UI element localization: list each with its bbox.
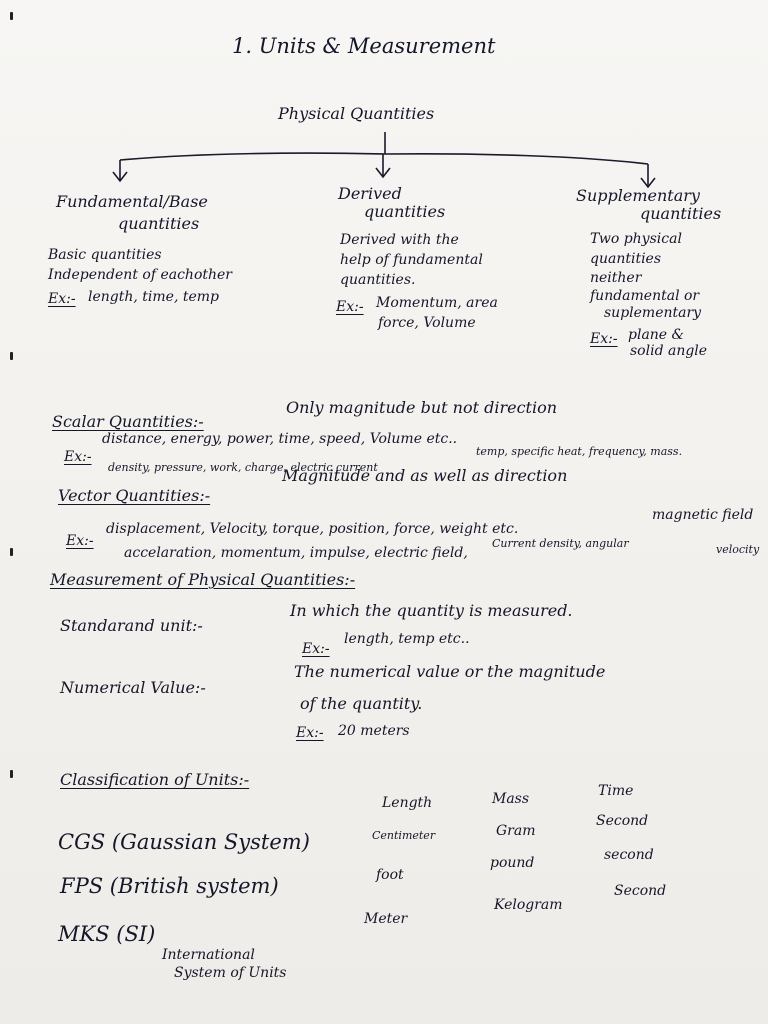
branch-supplementary-ex: plane & [628, 327, 684, 343]
binder-hole [10, 548, 13, 556]
cgs-mass: Gram [496, 823, 536, 839]
mks-mass: Kelogram [494, 897, 563, 913]
branch-supplementary-title: Supplementary [576, 186, 700, 205]
vector-definition: Magnitude and as well as direction [282, 466, 568, 485]
scalar-examples-1b: temp, specific heat, frequency, mass. [476, 445, 683, 458]
cgs-length: Centimeter [372, 829, 436, 842]
branch-supplementary-desc-3: neither [590, 270, 642, 286]
scalar-label: Scalar Quantities:- [52, 412, 204, 431]
branch-derived-title: Derived [338, 184, 402, 203]
si-note-1: International [162, 947, 255, 963]
numerical-value-label: Numerical Value:- [60, 678, 206, 697]
fps-time: second [604, 847, 654, 863]
system-mks: MKS (SI) [58, 922, 156, 946]
cgs-time: Second [596, 813, 649, 829]
standard-unit-definition: In which the quantity is measured. [290, 601, 573, 620]
numerical-value-ex: 20 meters [338, 723, 410, 739]
column-header-mass: Mass [492, 791, 530, 807]
mks-time: Second [614, 883, 667, 899]
column-header-time: Time [598, 783, 634, 799]
branch-supplementary-desc-5: suplementary [604, 305, 702, 321]
branch-supplementary-desc-4: fundamental or [590, 288, 700, 304]
branch-derived-ex: Momentum, area [376, 295, 498, 311]
vector-examples-1: displacement, Velocity, torque, position, force, weight etc. [106, 521, 519, 537]
branch-fundamental-title: Fundamental/Base [56, 192, 208, 211]
branch-supplementary-ex-2: solid angle [630, 343, 708, 359]
measurement-heading: Measurement of Physical Quantities:- [50, 570, 356, 589]
standard-unit-label: Standarand unit:- [60, 616, 203, 635]
numerical-value-definition-1: The numerical value or the magnitude [294, 662, 606, 681]
numerical-value-definition-2: of the quantity. [300, 694, 423, 713]
branch-fundamental-ex: length, time, temp [88, 289, 219, 305]
branch-derived-desc-2: help of fundamental [340, 252, 483, 268]
mks-length: Meter [364, 911, 408, 927]
vector-examples-2: accelaration, momentum, impulse, electric field, [124, 545, 468, 561]
binder-hole [10, 770, 13, 778]
standard-unit-ex-label: Ex:- [302, 641, 330, 657]
si-note-2: System of Units [174, 965, 287, 981]
branch-derived-ex-label: Ex:- [336, 299, 364, 315]
branch-derived-ex-2: force, Volume [378, 315, 476, 331]
standard-unit-ex: length, temp etc.. [344, 631, 470, 647]
scalar-examples-2: density, pressure, work, charge, electric current [108, 461, 378, 474]
system-cgs: CGS (Gaussian System) [58, 830, 310, 854]
binder-hole [10, 352, 13, 360]
vector-examples-2b: Current density, angular [492, 537, 629, 550]
vector-ex-label: Ex:- [66, 533, 94, 549]
fps-mass: pound [490, 855, 535, 871]
branch-fundamental-title-2: quantities [118, 214, 200, 233]
branch-fundamental-desc-1: Basic quantities [48, 247, 162, 263]
branch-supplementary-desc-1: Two physical [590, 231, 682, 247]
tree-branch-line [120, 153, 648, 164]
scalar-definition: Only magnitude but not direction [286, 398, 558, 417]
branch-derived-desc-1: Derived with the [340, 232, 459, 248]
vector-examples-2c: velocity [716, 543, 760, 556]
branch-derived-title-2: quantities [364, 202, 446, 221]
numerical-value-ex-label: Ex:- [296, 725, 324, 741]
vector-label: Vector Quantities:- [58, 486, 211, 505]
branch-derived-desc-3: quantities. [340, 272, 416, 288]
page-title: 1. Units & Measurement [232, 34, 496, 58]
branch-supplementary-desc-2: quantities [590, 251, 662, 267]
column-header-length: Length [382, 795, 433, 811]
scalar-examples-1: distance, energy, power, time, speed, Volume etc.. [102, 431, 458, 447]
fps-length: foot [376, 867, 404, 883]
system-fps: FPS (British system) [60, 874, 279, 898]
branch-fundamental-ex-label: Ex:- [48, 291, 76, 307]
vector-examples-1b: magnetic field [652, 507, 754, 523]
branch-fundamental-desc-2: Independent of eachother [48, 267, 232, 283]
classification-heading: Classification of Units:- [60, 770, 250, 789]
branch-supplementary-title-2: quantities [640, 204, 722, 223]
section-heading-physical-quantities: Physical Quantities [278, 104, 435, 123]
branch-supplementary-ex-label: Ex:- [590, 331, 618, 347]
scalar-ex-label: Ex:- [64, 449, 92, 465]
